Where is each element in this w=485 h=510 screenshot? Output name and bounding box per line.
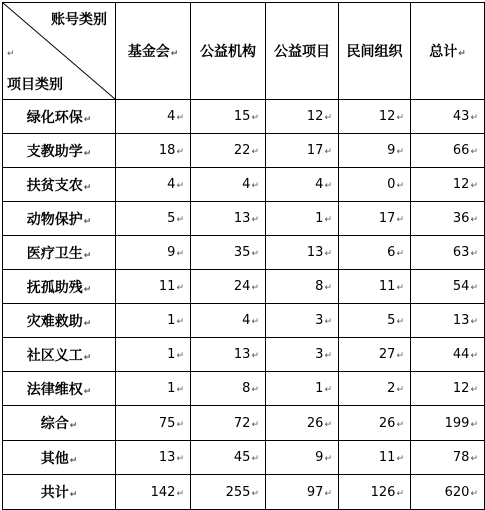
- value-cell: [339, 372, 411, 406]
- value-cell: [411, 406, 485, 441]
- paragraph-mark: ↵: [83, 182, 92, 193]
- cell-value: 12: [378, 109, 396, 124]
- row-category-label: 法律维权: [26, 381, 83, 398]
- value-cell: [191, 441, 266, 475]
- table-row: [3, 441, 485, 475]
- column-header: [116, 3, 191, 100]
- cell-value: 4: [167, 177, 176, 192]
- paragraph-mark: ↵: [324, 181, 332, 191]
- column-header-label: 民间组织: [346, 44, 403, 60]
- value-cell: [116, 338, 191, 372]
- value-cell: [411, 134, 485, 168]
- paragraph-mark: ↵: [251, 181, 259, 191]
- row-category-cell: [3, 406, 116, 441]
- row-category-cell: [3, 236, 116, 270]
- table-row: [3, 202, 485, 236]
- value-cell: [191, 100, 266, 134]
- cell-value: 8: [315, 279, 324, 294]
- cell-value: 3: [315, 347, 324, 362]
- cell-value: 142: [150, 484, 176, 500]
- paragraph-mark: ↵: [69, 455, 78, 466]
- row-category-label: 共计: [40, 485, 69, 501]
- paragraph-mark: ↵: [470, 419, 478, 430]
- paragraph-mark: ↵: [396, 147, 404, 157]
- cell-value: 13: [233, 347, 251, 362]
- paragraph-mark: ↵: [324, 113, 332, 123]
- value-cell: [191, 475, 266, 510]
- paragraph-mark: ↵: [324, 147, 332, 157]
- value-cell: [339, 100, 411, 134]
- paragraph-mark: ↵: [324, 249, 332, 259]
- paragraph-mark: ↵: [470, 147, 478, 157]
- paragraph-mark: ↵: [176, 351, 184, 361]
- value-cell: [116, 100, 191, 134]
- paragraph-mark: ↵: [396, 454, 404, 464]
- table-row: [3, 475, 485, 510]
- cell-value: 43: [452, 109, 470, 124]
- paragraph-mark: ↵: [396, 317, 404, 327]
- cell-value: 1: [167, 313, 176, 328]
- value-cell: [191, 134, 266, 168]
- value-cell: [339, 270, 411, 304]
- value-cell: [266, 406, 339, 441]
- cell-value: 9: [387, 143, 396, 158]
- paragraph-mark: ↵: [470, 215, 478, 225]
- paragraph-mark: ↵: [324, 215, 332, 225]
- value-cell: [339, 406, 411, 441]
- paragraph-mark: ↵: [396, 419, 404, 430]
- cell-value: 22: [233, 143, 251, 158]
- value-cell: [411, 236, 485, 270]
- cell-value: 35: [233, 245, 251, 260]
- cell-value: 9: [167, 245, 176, 260]
- value-cell: [191, 236, 266, 270]
- cell-value: 97: [306, 484, 324, 500]
- value-cell: [191, 168, 266, 202]
- paragraph-mark: ↵: [470, 488, 478, 499]
- paragraph-mark: ↵: [176, 215, 184, 225]
- paragraph-mark: ↵: [470, 283, 478, 293]
- cell-value: 12: [452, 381, 470, 396]
- cell-value: 620: [444, 484, 470, 500]
- value-cell: [411, 168, 485, 202]
- value-cell: [266, 372, 339, 406]
- paragraph-mark: ↵: [251, 454, 259, 464]
- column-header-label: 总计: [429, 44, 458, 60]
- cell-value: 24: [233, 279, 251, 294]
- cell-value: 1: [315, 381, 324, 396]
- paragraph-mark: ↵: [176, 147, 184, 157]
- paragraph-mark: ↵: [396, 113, 404, 123]
- value-cell: [266, 270, 339, 304]
- value-cell: [116, 168, 191, 202]
- cell-value: 5: [387, 313, 396, 328]
- value-cell: [116, 406, 191, 441]
- paragraph-mark: ↵: [324, 488, 332, 499]
- paragraph-mark: ↵: [470, 351, 478, 361]
- value-cell: [339, 202, 411, 236]
- paragraph-mark: ↵: [324, 351, 332, 361]
- cell-value: 13: [306, 245, 324, 260]
- value-cell: [266, 338, 339, 372]
- row-category-cell: [3, 475, 116, 510]
- paragraph-mark: ↵: [251, 249, 259, 259]
- paragraph-mark: ↵: [83, 216, 92, 227]
- paragraph-mark: ↵: [176, 249, 184, 259]
- paragraph-mark: ↵: [83, 386, 92, 397]
- cell-value: 12: [306, 109, 324, 124]
- value-cell: [411, 270, 485, 304]
- paragraph-mark: ↵: [251, 488, 259, 499]
- row-category-cell: [3, 134, 116, 168]
- cell-value: 36: [452, 211, 470, 226]
- row-category-cell: [3, 338, 116, 372]
- cell-value: 12: [452, 177, 470, 192]
- table-row: [3, 270, 485, 304]
- row-axis-label: 项目类别: [7, 77, 63, 93]
- cell-value: 6: [387, 245, 396, 260]
- paragraph-mark: ↵: [324, 385, 332, 395]
- cell-value: 255: [225, 484, 251, 500]
- cell-value: 44: [452, 347, 470, 362]
- cell-value: 199: [444, 415, 470, 431]
- value-cell: [191, 338, 266, 372]
- cell-value: 1: [315, 211, 324, 226]
- row-category-label: 支教助学: [26, 143, 83, 160]
- cell-value: 75: [158, 415, 176, 431]
- value-cell: [116, 134, 191, 168]
- row-category-label: 扶贫支农: [26, 177, 83, 194]
- value-cell: [191, 304, 266, 338]
- statistics-table: [2, 2, 485, 510]
- value-cell: [116, 270, 191, 304]
- value-cell: [411, 372, 485, 406]
- value-cell: [339, 475, 411, 510]
- cell-value: 45: [233, 450, 251, 465]
- paragraph-mark: ↵: [324, 419, 332, 430]
- cell-value: 126: [370, 484, 396, 500]
- value-cell: [116, 441, 191, 475]
- paragraph-mark: ↵: [83, 250, 92, 261]
- value-cell: [116, 304, 191, 338]
- cell-value: 27: [378, 347, 396, 362]
- paragraph-mark: ↵: [251, 317, 259, 327]
- paragraph-mark: ↵: [251, 419, 259, 430]
- header-row: [3, 3, 485, 100]
- value-cell: [339, 236, 411, 270]
- row-category-cell: [3, 372, 116, 406]
- cell-value: 17: [378, 211, 396, 226]
- cell-value: 18: [158, 143, 176, 158]
- paragraph-mark: ↵: [176, 283, 184, 293]
- paragraph-mark: ↵: [83, 148, 92, 159]
- paragraph-mark: ↵: [83, 318, 92, 329]
- paragraph-mark: ↵: [470, 249, 478, 259]
- value-cell: [266, 100, 339, 134]
- row-category-label: 医疗卫生: [26, 245, 83, 262]
- paragraph-mark: ↵: [396, 181, 404, 191]
- value-cell: [266, 236, 339, 270]
- value-cell: [191, 372, 266, 406]
- paragraph-mark: ↵: [176, 454, 184, 464]
- paragraph-mark: ↵: [396, 488, 404, 499]
- column-header: [266, 3, 339, 100]
- cell-value: 0: [387, 177, 396, 192]
- value-cell: [266, 475, 339, 510]
- value-cell: [339, 168, 411, 202]
- paragraph-mark: ↵: [7, 49, 15, 59]
- paragraph-mark: ↵: [324, 454, 332, 464]
- paragraph-mark: ↵: [176, 488, 184, 499]
- value-cell: [339, 338, 411, 372]
- value-cell: [266, 134, 339, 168]
- paragraph-mark: ↵: [251, 215, 259, 225]
- row-category-cell: [3, 168, 116, 202]
- row-category-label: 其他: [40, 450, 69, 467]
- paragraph-mark: ↵: [470, 113, 478, 123]
- paragraph-mark: ↵: [176, 419, 184, 430]
- paragraph-mark: ↵: [396, 215, 404, 225]
- cell-value: 15: [233, 109, 251, 124]
- cell-value: 13: [158, 450, 176, 465]
- cell-value: 13: [233, 211, 251, 226]
- paragraph-mark: ↵: [251, 147, 259, 157]
- paragraph-mark: ↵: [176, 181, 184, 191]
- paragraph-mark: ↵: [251, 351, 259, 361]
- row-category-label: 绿化环保: [26, 109, 83, 126]
- value-cell: [116, 236, 191, 270]
- cell-value: 11: [378, 450, 396, 465]
- cell-value: 8: [242, 381, 251, 396]
- cell-value: 72: [233, 415, 251, 431]
- row-category-label: 抚孤助残: [26, 279, 83, 296]
- paragraph-mark: ↵: [176, 317, 184, 327]
- column-header-label: 基金会: [127, 44, 170, 60]
- value-cell: [339, 441, 411, 475]
- cell-value: 4: [315, 177, 324, 192]
- paragraph-mark: ↵: [396, 385, 404, 395]
- paragraph-mark: ↵: [251, 283, 259, 293]
- column-axis-label: 账号类别: [51, 12, 107, 28]
- value-cell: [266, 304, 339, 338]
- row-category-label: 动物保护: [26, 211, 83, 228]
- column-header: [411, 3, 485, 100]
- paragraph-mark: ↵: [83, 284, 92, 295]
- cell-value: 17: [306, 143, 324, 158]
- table-row: [3, 406, 485, 441]
- row-category-label: 综合: [40, 416, 69, 432]
- paragraph-mark: ↵: [324, 283, 332, 293]
- row-category-cell: [3, 202, 116, 236]
- row-category-cell: [3, 270, 116, 304]
- cell-value: 4: [242, 313, 251, 328]
- cell-value: 1: [167, 347, 176, 362]
- value-cell: [411, 441, 485, 475]
- cell-value: 11: [158, 279, 176, 294]
- value-cell: [191, 202, 266, 236]
- paragraph-mark: ↵: [251, 385, 259, 395]
- paragraph-mark: ↵: [470, 181, 478, 191]
- column-header-label: 公益项目: [274, 44, 330, 60]
- paragraph-mark: ↵: [69, 490, 78, 500]
- paragraph-mark: ↵: [458, 49, 466, 59]
- value-cell: [266, 202, 339, 236]
- cell-value: 13: [452, 313, 470, 328]
- cell-value: 66: [452, 143, 470, 158]
- table-row: [3, 100, 485, 134]
- table-row: [3, 372, 485, 406]
- cell-value: 11: [378, 279, 396, 294]
- row-category-cell: [3, 304, 116, 338]
- column-header: [191, 3, 266, 100]
- row-category-label: 灾难救助: [26, 313, 83, 330]
- value-cell: [411, 475, 485, 510]
- paragraph-mark: ↵: [324, 317, 332, 327]
- row-category-cell: [3, 441, 116, 475]
- paragraph-mark: ↵: [176, 385, 184, 395]
- paragraph-mark: ↵: [69, 421, 78, 431]
- value-cell: [116, 202, 191, 236]
- row-category-label: 社区义工: [26, 347, 83, 364]
- paragraph-mark: ↵: [396, 249, 404, 259]
- value-cell: [339, 134, 411, 168]
- value-cell: [411, 100, 485, 134]
- cell-value: 3: [315, 313, 324, 328]
- cell-value: 78: [452, 450, 470, 465]
- cell-value: 63: [452, 245, 470, 260]
- table-row: [3, 338, 485, 372]
- cell-value: 4: [167, 109, 176, 124]
- paragraph-mark: ↵: [470, 385, 478, 395]
- table-row: [3, 236, 485, 270]
- paragraph-mark: ↵: [176, 113, 184, 123]
- paragraph-mark: ↵: [470, 454, 478, 464]
- table-body: [3, 3, 485, 510]
- value-cell: [339, 304, 411, 338]
- value-cell: [116, 372, 191, 406]
- value-cell: [266, 441, 339, 475]
- value-cell: [191, 270, 266, 304]
- cell-value: 9: [315, 450, 324, 465]
- value-cell: [411, 202, 485, 236]
- cell-value: 4: [242, 177, 251, 192]
- paragraph-mark: ↵: [470, 317, 478, 327]
- row-category-cell: [3, 100, 116, 134]
- cell-value: 5: [167, 211, 176, 226]
- paragraph-mark: ↵: [396, 351, 404, 361]
- paragraph-mark: ↵: [251, 113, 259, 123]
- paragraph-mark: ↵: [170, 49, 179, 59]
- table-row: [3, 134, 485, 168]
- value-cell: [411, 304, 485, 338]
- value-cell: [116, 475, 191, 510]
- value-cell: [266, 168, 339, 202]
- paragraph-mark: ↵: [83, 114, 92, 125]
- table-row: [3, 168, 485, 202]
- cell-value: 26: [378, 415, 396, 431]
- cell-value: 2: [387, 381, 396, 396]
- cell-value: 1: [167, 381, 176, 396]
- column-header-label: 公益机构: [200, 44, 256, 60]
- cell-value: 54: [452, 279, 470, 294]
- value-cell: [191, 406, 266, 441]
- paragraph-mark: ↵: [396, 283, 404, 293]
- paragraph-mark: ↵: [83, 352, 92, 363]
- header-corner-cell: [3, 3, 116, 100]
- cell-value: 26: [306, 415, 324, 431]
- value-cell: [411, 338, 485, 372]
- table-row: [3, 304, 485, 338]
- column-header: [339, 3, 411, 100]
